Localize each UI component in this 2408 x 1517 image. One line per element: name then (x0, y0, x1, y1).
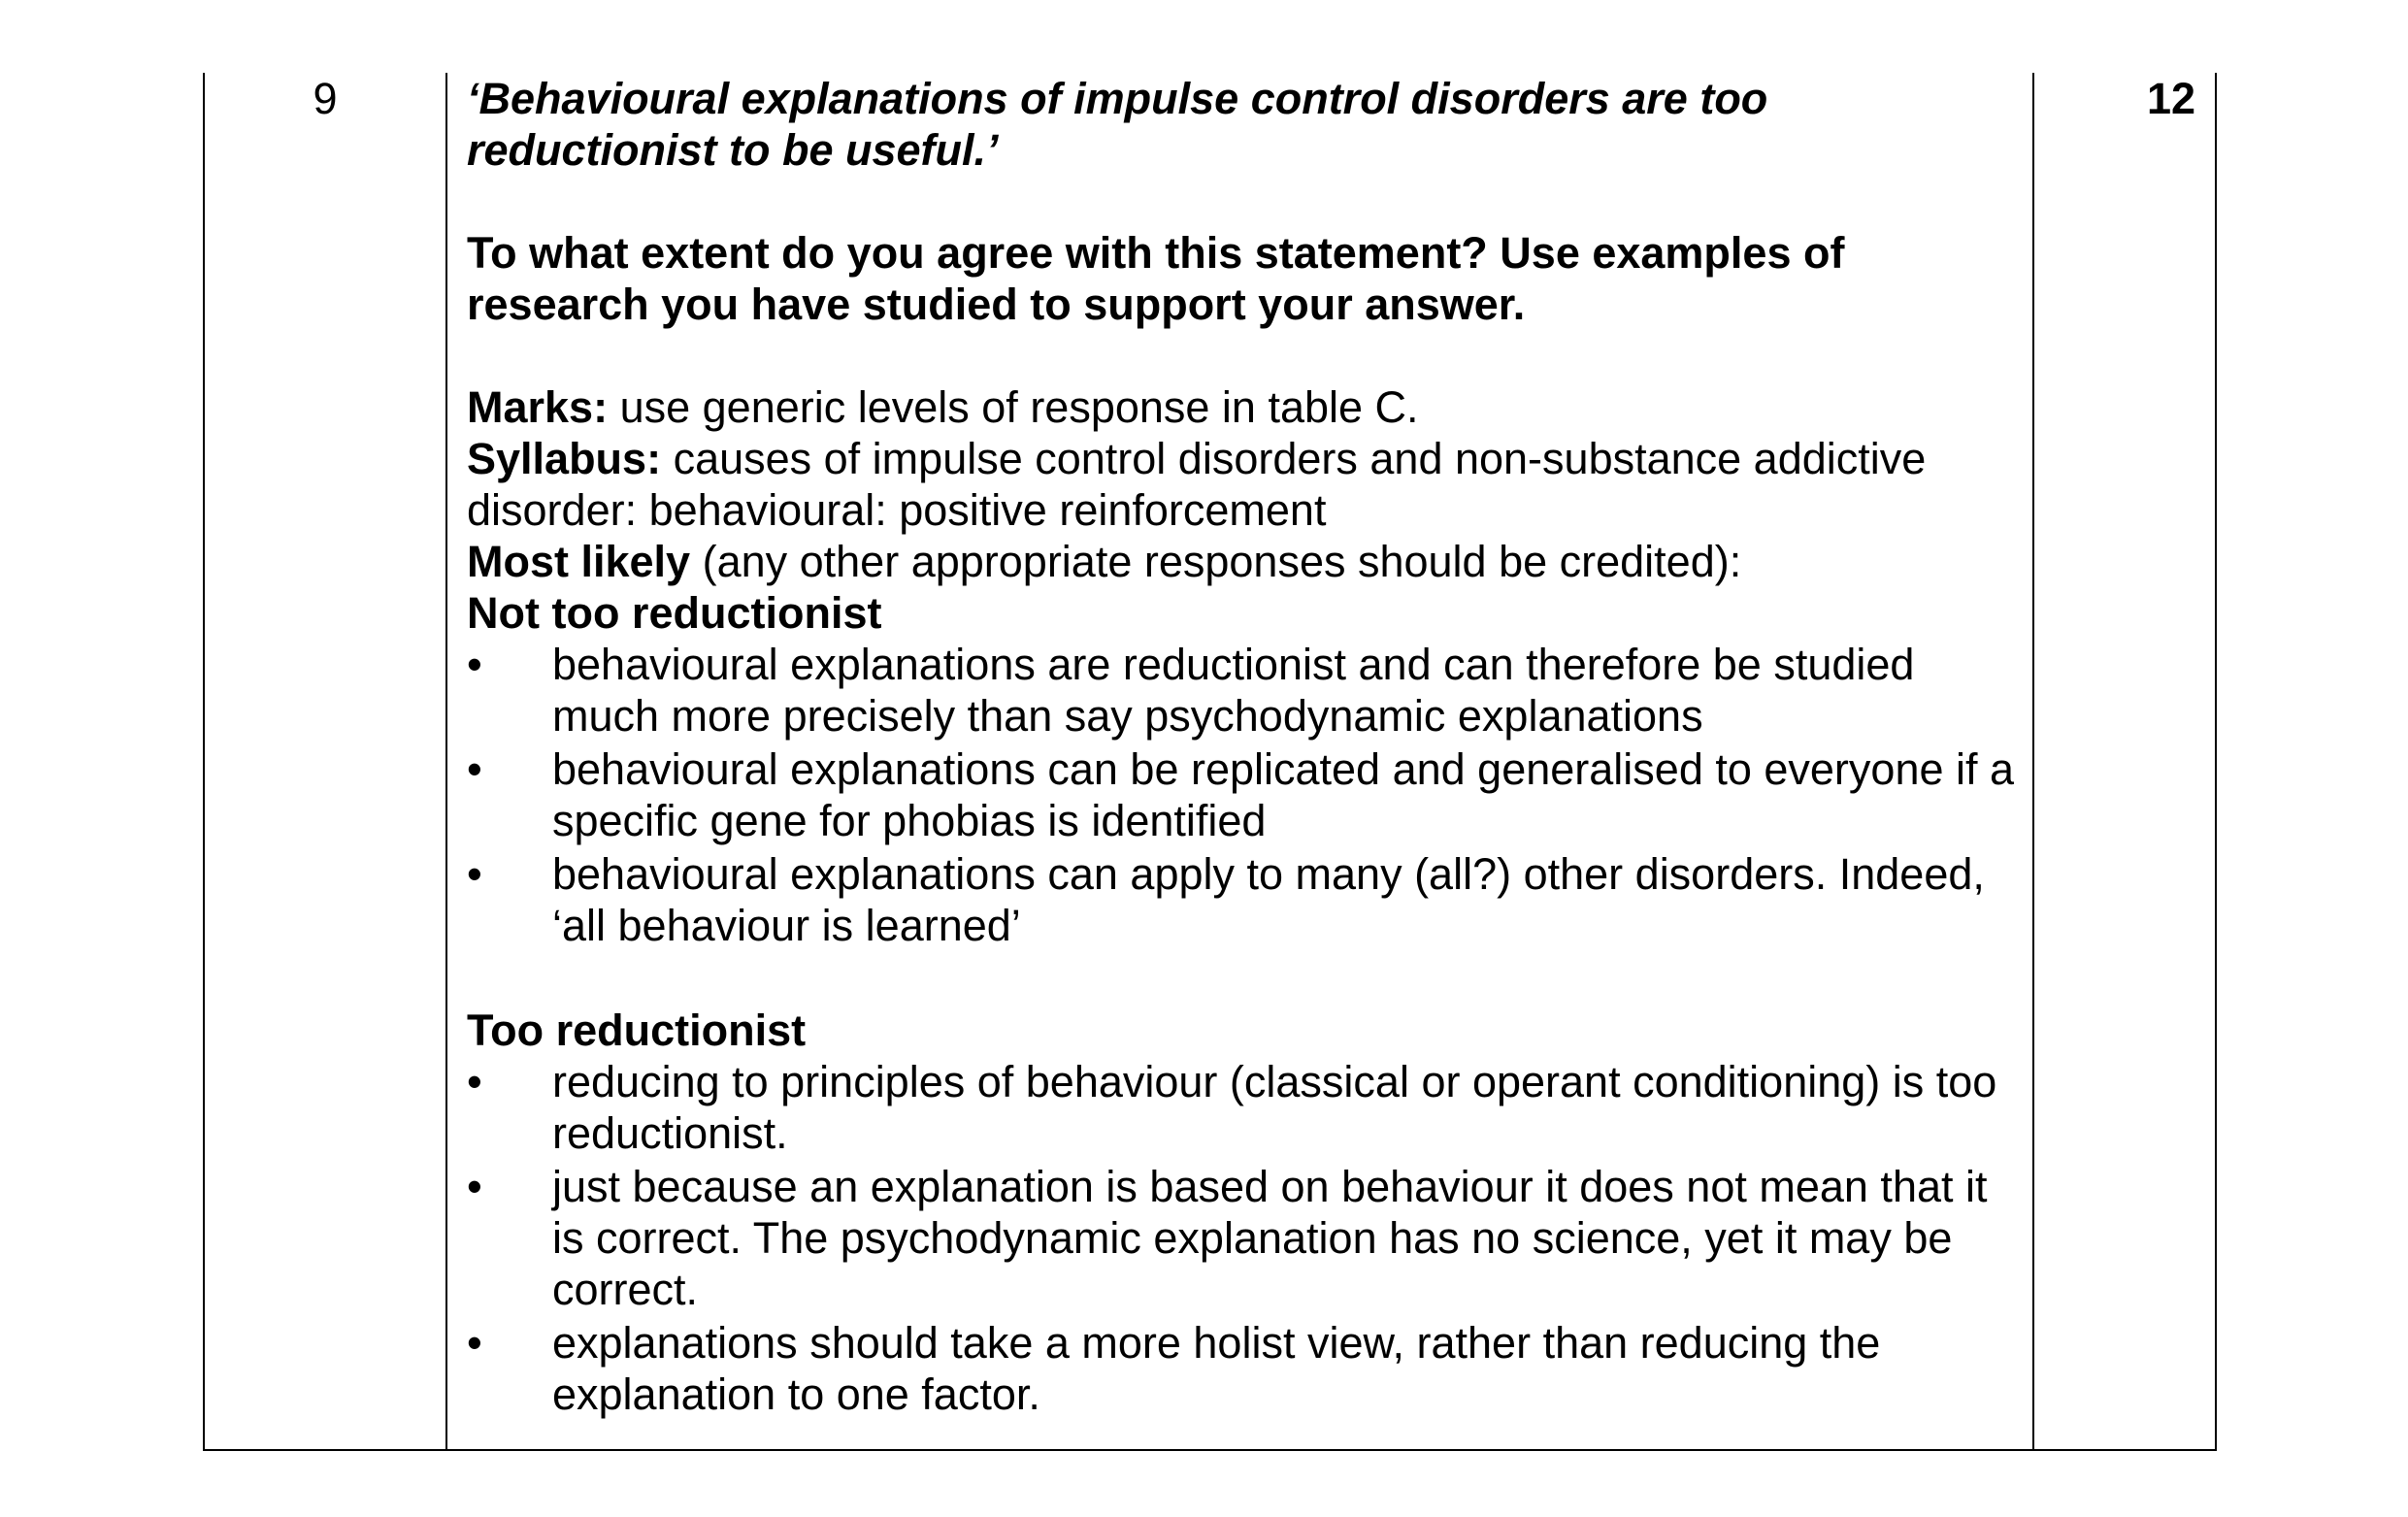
marks-label: Marks: (467, 382, 609, 432)
list-item-text: behavioural explanations can apply to many (all?) other disorders. Indeed, ‘all behaviour is learned’ (552, 849, 1985, 950)
list-item (467, 1317, 2020, 1420)
total-marks: 12 (2146, 74, 2195, 123)
list-item (467, 639, 2020, 742)
answer-cell (467, 73, 2020, 1422)
marks-line (467, 381, 2020, 433)
bullet-list-too-reductionist (467, 1056, 2020, 1420)
bullet-icon: • (467, 640, 482, 689)
list-item-text: explanations should take a more holist view, rather than reducing the explanation to one factor. (552, 1318, 1881, 1419)
section-heading-too-reductionist: Too reductionist (467, 1006, 807, 1055)
list-item-text: just because an explanation is based on behaviour it does not mean that it is correct. The psychodynamic explanation has no science, yet it may be correct. (552, 1162, 1988, 1314)
most-likely-label: Most likely (467, 537, 691, 586)
most-likely-text: (any other appropriate responses should be credited): (690, 537, 1742, 586)
spacer (467, 176, 2020, 227)
question-task: To what extent do you agree with this statement? Use examples of research you have studied to support your answer. (467, 228, 1845, 329)
bullet-icon: • (467, 1057, 482, 1106)
section-heading-not-too-reductionist: Not too reductionist (467, 588, 882, 638)
list-item-text: behavioural explanations can be replicated and generalised to everyone if a specific gene for phobias is identified (552, 744, 2015, 845)
mark-scheme-table (203, 73, 2217, 1451)
question-number: 9 (313, 74, 338, 123)
syllabus-text: causes of impulse control disorders and non-substance addictive disorder: behavioural: positive reinforcement (467, 434, 1927, 535)
column-divider-right (2032, 73, 2034, 1449)
spacer (467, 953, 2020, 1005)
list-item (467, 1056, 2020, 1159)
bullet-list-not-too-reductionist (467, 639, 2020, 951)
question-quote: ‘Behavioural explanations of impulse control disorders are too reductionist to be useful.’ (467, 74, 1768, 175)
spacer (467, 330, 2020, 381)
bullet-icon: • (467, 849, 482, 899)
list-item (467, 1161, 2020, 1315)
list-item (467, 743, 2020, 846)
list-item (467, 848, 2020, 951)
syllabus-label: Syllabus: (467, 434, 662, 483)
bullet-icon: • (467, 1318, 482, 1368)
most-likely-line (467, 536, 2020, 587)
column-divider-left (445, 73, 447, 1449)
bullet-icon: • (467, 1162, 482, 1211)
list-item-text: behavioural explanations are reductionist and can therefore be studied much more precisely than say psychodynamic explanations (552, 640, 1915, 741)
syllabus-line (467, 433, 2020, 536)
list-item-text: reducing to principles of behaviour (classical or operant conditioning) is too reductionist. (552, 1057, 1997, 1158)
marks-text: use generic levels of response in table C. (608, 382, 1419, 432)
bullet-icon: • (467, 744, 482, 794)
